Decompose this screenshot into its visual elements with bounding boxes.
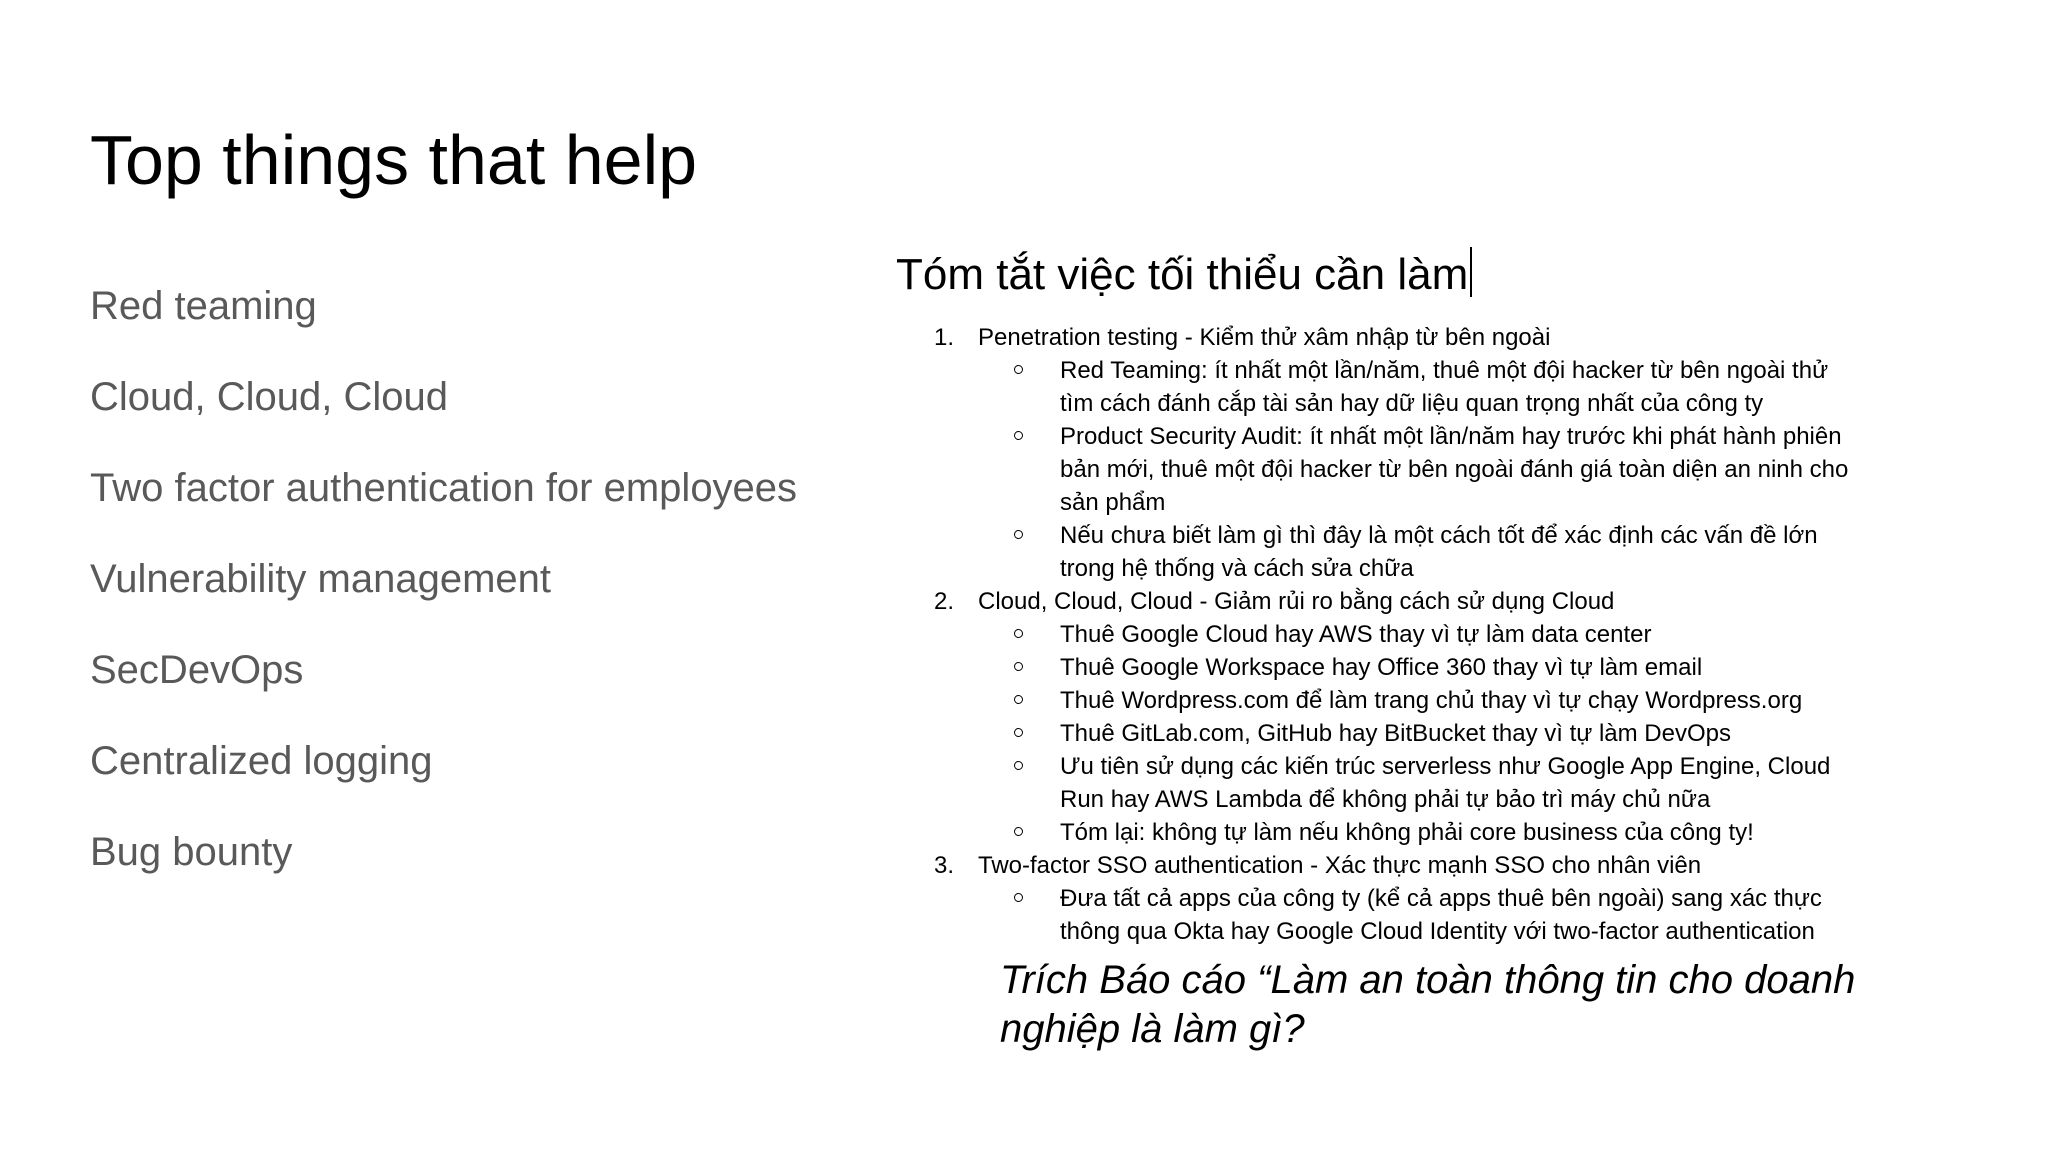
sub-item-text: Thuê GitLab.com, GitHub hay BitBucket thay vì tự làm DevOps (1060, 720, 1732, 747)
list-item-text: Cloud, Cloud, Cloud - Giảm rủi ro bằng cách sử dụng Cloud (978, 588, 1615, 615)
hollow-bullet-icon (1014, 728, 1023, 737)
sub-list-item (978, 354, 1860, 420)
hollow-bullet-icon (1014, 695, 1023, 704)
sub-item-text: Thuê Google Cloud hay AWS thay vì tự làm data center (1060, 621, 1652, 648)
hollow-bullet-icon (1014, 530, 1023, 539)
sub-item-text: Nếu chưa biết làm gì thì đây là một cách tốt để xác định các vấn đề lớn trong hệ thống và cách sửa chữa (1060, 522, 1818, 582)
bullet-item: Vulnerability management (90, 557, 551, 601)
hollow-bullet-icon (1014, 365, 1023, 374)
list-item-text: Two-factor SSO authentication - Xác thực mạnh SSO cho nhân viên (978, 852, 1702, 879)
sub-item-text: Đưa tất cả apps của công ty (kể cả apps thuê bên ngoài) sang xác thực thông qua Okta hay Google Cloud Identity với two-factor authentication (1060, 885, 1822, 945)
sub-list-item (978, 618, 1860, 651)
sub-list-item (978, 420, 1860, 519)
sub-list-item (978, 750, 1860, 816)
hollow-bullet-icon (1014, 761, 1023, 770)
sub-list-item (978, 816, 1860, 849)
hollow-bullet-icon (1014, 893, 1023, 902)
sub-list-item (978, 651, 1860, 684)
bullet-list (90, 278, 797, 915)
sub-list-item (978, 684, 1860, 717)
list-number: 3. (934, 852, 955, 879)
document-excerpt-image (896, 235, 1996, 945)
numbered-list-item (896, 849, 1860, 948)
list-item-text: Penetration testing - Kiểm thử xâm nhập từ bên ngoài (978, 324, 1551, 351)
sub-item-text: Red Teaming: ít nhất một lần/năm, thuê một đội hacker từ bên ngoài thử tìm cách đánh cắp tài sản hay dữ liệu quan trọng nhất của công ty (1060, 357, 1829, 417)
sub-item-text: Ưu tiên sử dụng các kiến trúc serverless như Google App Engine, Cloud Run hay AWS Lambda để không phải tự bảo trì máy chủ nữa (1060, 753, 1831, 813)
document-heading-text: Tóm tắt việc tối thiểu cần làm (896, 250, 1469, 299)
bullet-item: Cloud, Cloud, Cloud (90, 375, 448, 419)
numbered-list (896, 321, 1860, 948)
hollow-bullet-icon (1014, 431, 1023, 440)
numbered-list-item (896, 321, 1860, 585)
hollow-bullet-icon (1014, 827, 1023, 836)
bullet-item: SecDevOps (90, 648, 304, 692)
numbered-list-item (896, 585, 1860, 849)
sub-list (978, 882, 1860, 948)
sub-item-text: Thuê Google Workspace hay Office 360 thay vì tự làm email (1060, 654, 1703, 681)
slide-title: Top things that help (90, 121, 698, 199)
image-caption: Trích Báo cáo “Làm an toàn thông tin cho doanh nghiệp là làm gì? (1000, 958, 1856, 1051)
bullet-item: Centralized logging (90, 739, 433, 783)
bullet-item: Bug bounty (90, 830, 293, 874)
list-number: 2. (934, 588, 955, 615)
sub-list-item (978, 717, 1860, 750)
sub-list-item (978, 882, 1860, 948)
text-cursor (1470, 247, 1472, 297)
sub-list-item (978, 519, 1860, 585)
bullet-item: Red teaming (90, 284, 317, 328)
sub-list (978, 354, 1860, 585)
hollow-bullet-icon (1014, 629, 1023, 638)
sub-list (978, 618, 1860, 849)
document-heading (896, 247, 1472, 302)
sub-item-text: Product Security Audit: ít nhất một lần/năm hay trước khi phát hành phiên bản mới, thuê một đội hacker từ bên ngoài đánh giá toàn diện an ninh cho sản phẩm (1060, 423, 1849, 516)
hollow-bullet-icon (1014, 662, 1023, 671)
sub-item-text: Tóm lại: không tự làm nếu không phải core business của công ty! (1060, 819, 1754, 846)
sub-item-text: Thuê Wordpress.com để làm trang chủ thay vì tự chạy Wordpress.org (1060, 687, 1803, 714)
list-number: 1. (934, 324, 955, 351)
bullet-item: Two factor authentication for employees (90, 466, 798, 510)
